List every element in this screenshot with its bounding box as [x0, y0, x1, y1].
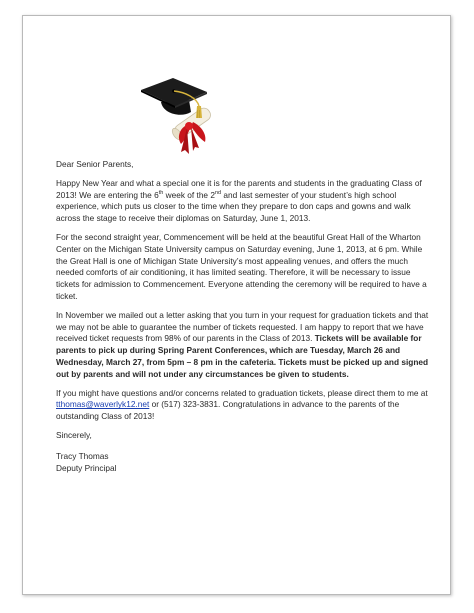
p1-text-c: and last semester of your student’s high school experience, which puts us closer to the time when they prepare to don caps and gowns and walk across the stage to receive their diplomas on Saturday, June 1, 2013. — [56, 189, 411, 224]
p4-text-a: If you might have questions and/or concerns related to graduation tickets, please direct them to me at — [56, 387, 428, 398]
letter-body — [56, 159, 431, 474]
graduation-cap-diploma-icon — [133, 68, 233, 168]
signature-block — [56, 430, 431, 474]
closing: Sincerely, — [56, 429, 92, 440]
p1-sup-1: th — [158, 189, 164, 196]
paragraph-2: For the second straight year, Commencement will be held at the beautiful Great Hall of the Wharton Center on the Michigan State University campus on Saturday evening, June 1, 2013, at 6 pm. While the Great Hall is one of Michigan State University’s most appealing venues, and offers the much needed comforts of air conditioning, it has limited seating. Therefore, it will be necessary to issue tickets for admission to Commencement. Everyone attending the ceremony will be required to have a ticket. — [56, 231, 427, 301]
p3-normal-text: In November we mailed out a letter asking that you turn in your request for graduation tickets and that we may not be able to guarantee the number of tickets requested. I am happy to report that we have received ticket requests from 98% of our parents in the Class of 2013. — [56, 309, 429, 344]
p1-text-b: week of the 2 — [163, 189, 215, 200]
p1-text-a: Happy New Year and what a special one it is for the parents and students in the graduating Class of 2013! We are entering the 6 — [56, 177, 422, 200]
p4-text-b: or (517) 323-3831. Congratulations in advance to the parents of the outstanding Class of 2013! — [56, 399, 400, 422]
p1-sup-2: nd — [214, 189, 222, 196]
letter-page — [22, 15, 451, 595]
p3-bold-text: Tickets will be available for parents to pick up during Spring Parent Conferences, which are Tuesday, March 26 and Wednesday, March 27, from 5pm – 8 pm in the cafeteria. Tickets must be picked up and signed out by parents and will not under any circumstances be given to students. — [56, 333, 429, 379]
paragraph-3 — [56, 310, 431, 381]
paragraph-4 — [56, 388, 431, 423]
email-link[interactable]: tthomas@waverlyk12.net — [56, 399, 150, 410]
salutation: Dear Senior Parents, — [56, 159, 134, 169]
paragraph-1 — [56, 178, 431, 225]
signer-name: Tracy Thomas — [56, 450, 109, 461]
signer-title: Deputy Principal — [56, 462, 117, 473]
